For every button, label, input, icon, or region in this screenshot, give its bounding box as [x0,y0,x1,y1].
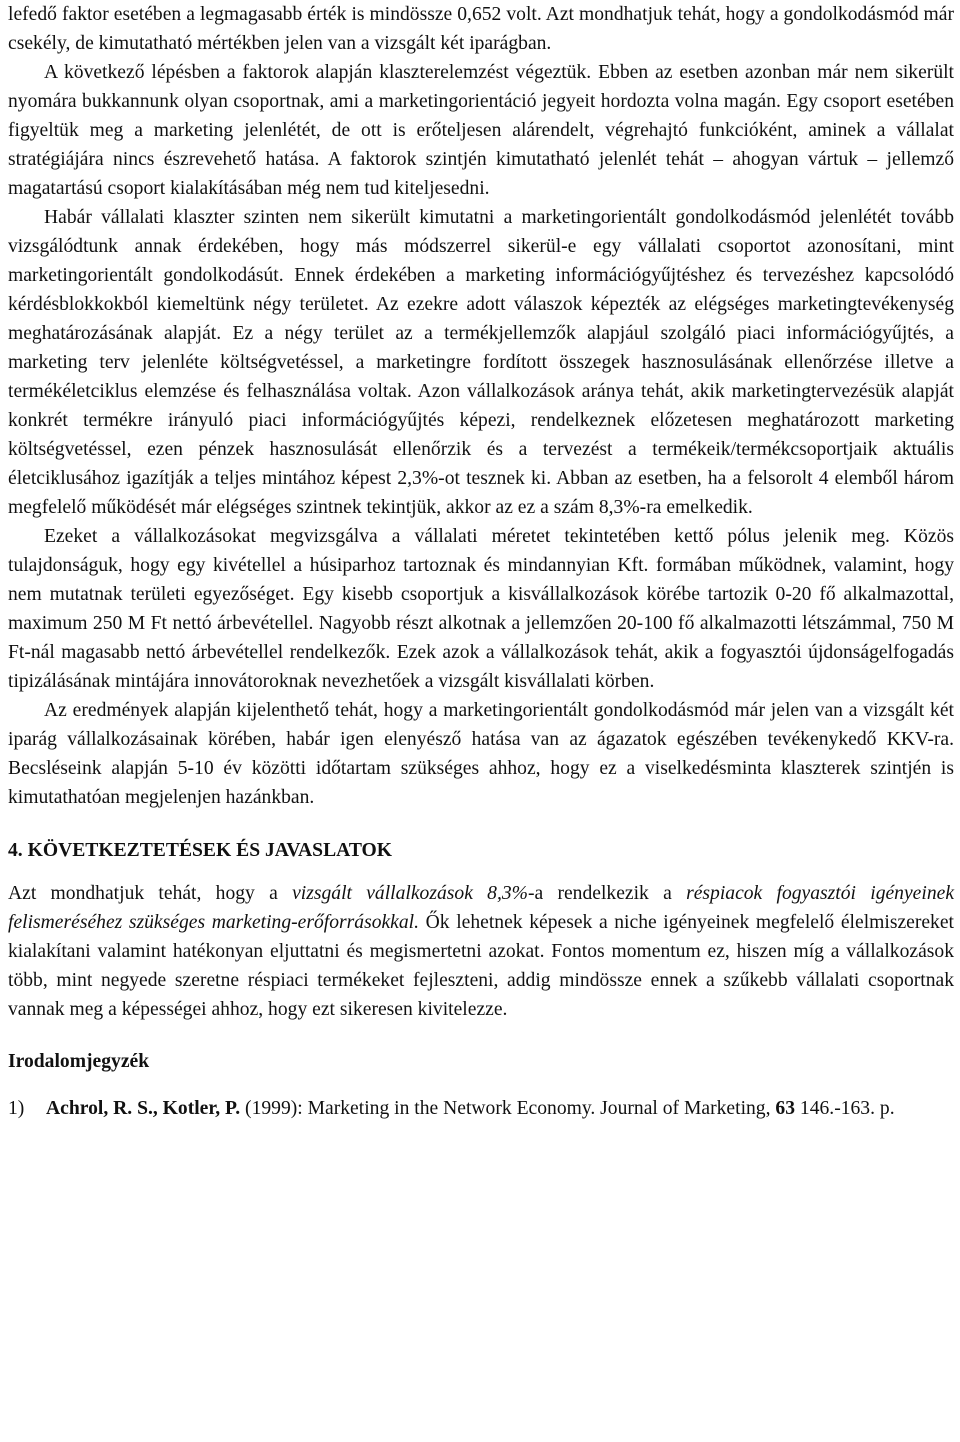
paragraph-conclusions [8,879,954,1024]
paragraph-company-size: Ezeket a vállalkozásokat megvizsgálva a vállalati méretet tekintetében kettő pólus jelenik meg. Közös tulajdonságuk, hogy egy kivétellel a húsiparhoz tartoznak és mindannyian Kft. formában működnek, valamint, hogy nem mutatnak területi egyezőséget. Egy kisebb csoportjuk a kisvállalkozások körébe tartozik 0-20 fő alkalmazottal, maximum 250 M Ft nettó árbevétellel. Nagyobb részt alkotnak a jellemzően 20-100 fő alkalmazotti létszámmal, 750 M Ft-nál magasabb nettó árbevétellel rendelkezők. Ezek azok a vállalkozások tehát, akik a fogyasztói újdonságelfogadás tipizálásának mintájára innovátoroknak nevezhetőek a vizsgált kisvállalati körben. [8,526,954,692]
paragraph-marketing-activity: Habár vállalati klaszter szinten nem sikerült kimutatni a marketingorientált gondolkodásmód jelenlétét tovább vizsgálódtunk annak érdekében, hogy más módszerrel sikerül-e egy vállalati csoportot azonosítani, mint marketingorientált gondolkodásút. Ennek érdekében a marketing információgyűjtéshez és tervezéshez kapcsolódó kérdésblokkokból kiemeltünk négy területet. Az ezekre adott válaszok képezték az elégséges marketingtevékenység meghatározásának alapját. Ez a négy terület az a termékjellemzők alapjául szolgáló piaci információgyűjtés, a marketing terv jelenléte költségvetéssel, a marketingre fordított összegek hasznosulásának ellenőrzése illetve a termékéletciklus elemzése és felhasználása voltak. Azon vállalkozások aránya tehát, akik marketingtervezésük alapját konkrét termékre irányuló piaci információgyűjtés képezi, rendelkeznek előzetesen meghatározott marketing költségvetéssel, ezen pénzek hasznosulását ellenőrzik és a tervezést a termékeik/termékcsoportjaik aktuális életciklusához igazítják a teljes mintához képest 2,3%-ot tesznek ki. Abban az esetben, ha a felsorolt 4 elemből három megfelelő működését már elégséges szintnek tekintjük, akkor az ez a szám 8,3%-ra emelkedik. [8,207,954,518]
reference-text-part-1: (1999): Marketing in the Network Economy. Journal of Marketing, [240,1098,776,1119]
conclusion-emphasis-2: réspiacok fogyasztói igényeinek felismeréséhez szükséges marketing-erőforrásokkal. [8,883,955,933]
reference-text-part-2: 146.-163. p. [795,1098,895,1119]
paragraph-factor-result: lefedő faktor esetében a legmagasabb érték is mindössze 0,652 volt. Azt mondhatjuk tehát, hogy a gondolkodásmód már csekély, de kimutatható mértékben jelen van a vizsgált két iparágban. [8,4,954,54]
conclusion-emphasis-1: vizsgált vállalkozások 8,3% [292,883,528,904]
reference-authors: Achrol, R. S., Kotler, P. [46,1098,241,1119]
conclusion-text-part-1: Azt mondhatjuk tehát, hogy a [8,883,293,904]
reference-body [46,1094,954,1123]
reference-number: 1) [8,1098,25,1119]
reference-volume: 63 [775,1098,795,1119]
conclusion-text-part-2: -a rendelkezik a [527,883,687,904]
reference-item [8,1094,954,1123]
conclusion-text-part-3: Ők lehetnek képesek a niche igényeinek megfelelő élelmiszereket kialakítani valamint hatékonyan eljuttatni és megismertetni azokat. Fontos momentum ez, hiszen míg a vállalkozások több, mint negyede szeretne réspiaci termékeket fejleszteni, addig mindössze ennek a szűkebb vállalati csoportnak vannak meg a képességei ahhoz, hogy ezt sikeresen kivitelezze. [8,912,954,1020]
section-heading-conclusions: 4. KÖVETKEZTETÉSEK ÉS JAVASLATOK [8,840,393,861]
references-heading: Irodalomjegyzék [8,1051,150,1072]
paragraph-results-summary: Az eredmények alapján kijelenthető tehát, hogy a marketingorientált gondolkodásmód már jelen van a vizsgált két iparág vállalkozásainak körében, habár igen elenyésző hatása van az ágazatok egészében tevékenykedő KKV-ra. Becsléseink alapján 5-10 év közötti időtartam szükséges ahhoz, hogy ez a viselkedésminta klaszterek szintjén is kimutathatóan megjelenjen hazánkban. [8,700,954,808]
paragraph-cluster-analysis: A következő lépésben a faktorok alapján klaszterelemzést végeztük. Ebben az esetben azonban már nem sikerült nyomára bukkannunk olyan csoportnak, ami a marketingorientáció jegyeit hordozta volna magán. Egy csoport esetében figyeltük meg a marketing jelenlétét, de ott is erőteljesen alárendelt, végrehajtó funkcióként, aminek a vállalat stratégiájára nincs észrevehető hatása. A faktorok szintjén kimutatható jelenlét tehát – ahogyan vártuk – jellemző magatartású csoport kialakításában még nem tud kiteljesedni. [8,62,954,199]
